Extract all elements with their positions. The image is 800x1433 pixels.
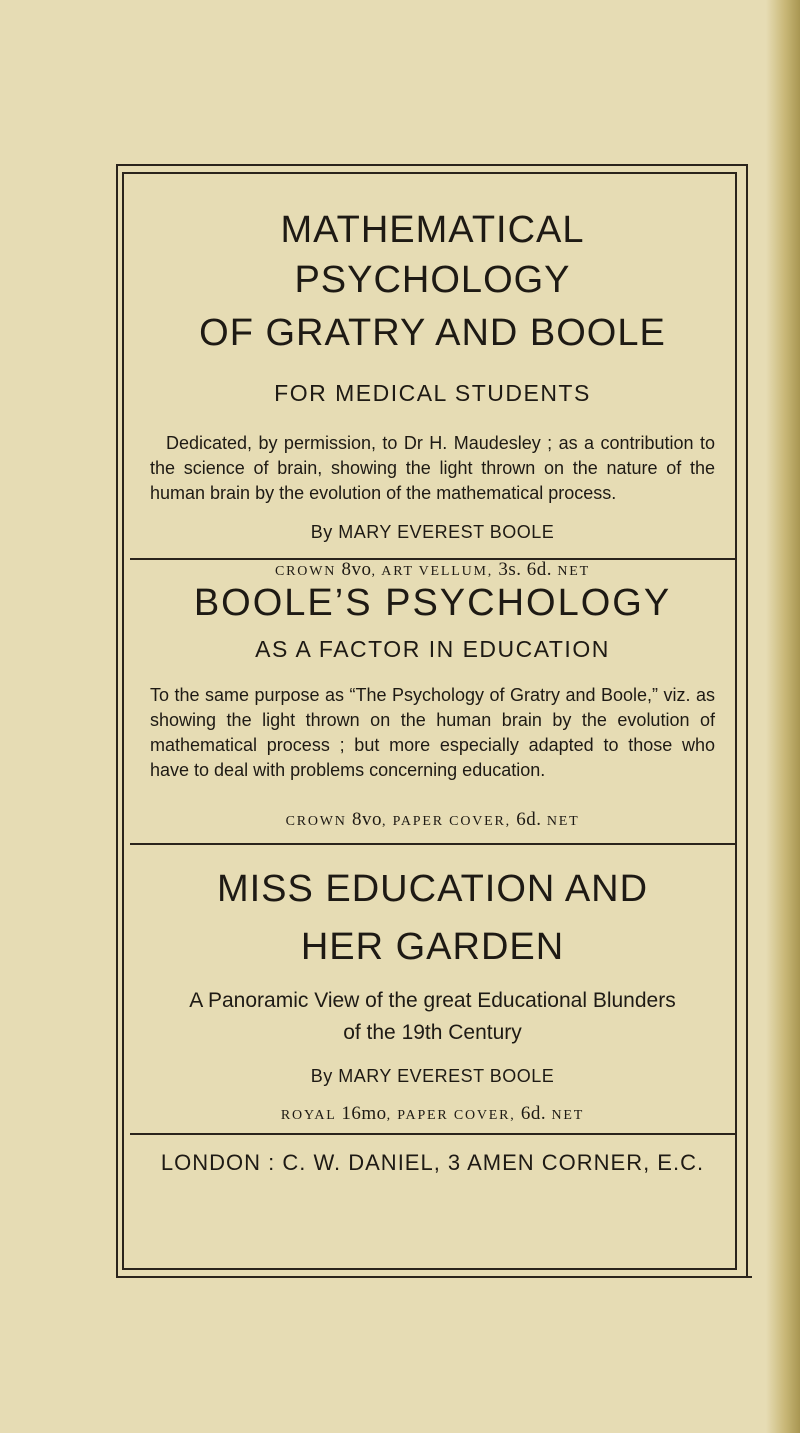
book-description: To the same purpose as “The Psychology of Gratry and Boole,” viz. as showing the light thrown on the human brain by the evolution of mathematical process ; but more especially adapted to those who have to deal with problems concerning education. (150, 685, 715, 780)
book-description-line-2: of the 19th Century (343, 1021, 522, 1044)
outer-border-right (746, 164, 748, 1276)
book-price (150, 809, 715, 831)
price-format: 8vo (352, 809, 382, 830)
outer-border-bottom (116, 1276, 752, 1278)
price-format: 16mo (341, 1103, 387, 1124)
book-title: BOOLE’S PSYCHOLOGY (193, 582, 672, 624)
price-amount: 6d. (520, 1103, 547, 1124)
price-net: NET (551, 1108, 585, 1123)
outer-border-left (116, 164, 118, 1276)
price-binding-size: ROYAL (280, 1108, 337, 1123)
advert-booles-psychology (150, 578, 715, 831)
publisher-footer (150, 1150, 715, 1176)
price-binding: , PAPER COVER, (386, 1108, 516, 1123)
book-title-line-1: MATHEMATICAL PSYCHOLOGY (280, 209, 585, 301)
section-divider-3 (130, 1133, 735, 1135)
page-edge-shadow (766, 0, 800, 1433)
book-description-line-1: A Panoramic View of the great Educational Blunders (189, 989, 676, 1012)
advert-miss-education (150, 864, 715, 1125)
book-description: Dedicated, by permission, to Dr H. Maudesley ; as a contribution to the science of brain, showing the light thrown on the nature of the human brain by the evolution of the mathematical process. (150, 433, 715, 503)
price-binding-size: CROWN (275, 564, 337, 579)
book-subtitle: FOR MEDICAL STUDENTS (274, 380, 591, 406)
book-title-line-2: OF GRATRY AND BOOLE (199, 312, 666, 354)
price-amount: 3s. 6d. (498, 559, 553, 580)
book-subtitle: AS A FACTOR IN EDUCATION (255, 636, 610, 662)
section-divider-2 (130, 843, 735, 845)
book-author: By MARY EVEREST BOOLE (310, 522, 555, 542)
book-author: By MARY EVEREST BOOLE (310, 1066, 555, 1086)
price-net: NET (557, 564, 590, 579)
price-binding: , PAPER COVER, (382, 814, 511, 829)
advert-mathematical-psychology (150, 205, 715, 581)
section-divider-1 (130, 558, 735, 560)
price-amount: 6d. (516, 809, 542, 830)
price-binding-size: CROWN (285, 814, 347, 829)
price-binding: , ART VELLUM, (371, 564, 494, 579)
book-title-line-2: HER GARDEN (300, 926, 565, 968)
price-format: 8vo (341, 559, 372, 580)
book-price (150, 1103, 715, 1125)
price-net: NET (546, 814, 580, 829)
outer-border-top (116, 164, 746, 166)
publisher-imprint: LONDON : C. W. DANIEL, 3 AMEN CORNER, E.C. (160, 1150, 705, 1175)
book-title-line-1: MISS EDUCATION AND (216, 868, 649, 910)
